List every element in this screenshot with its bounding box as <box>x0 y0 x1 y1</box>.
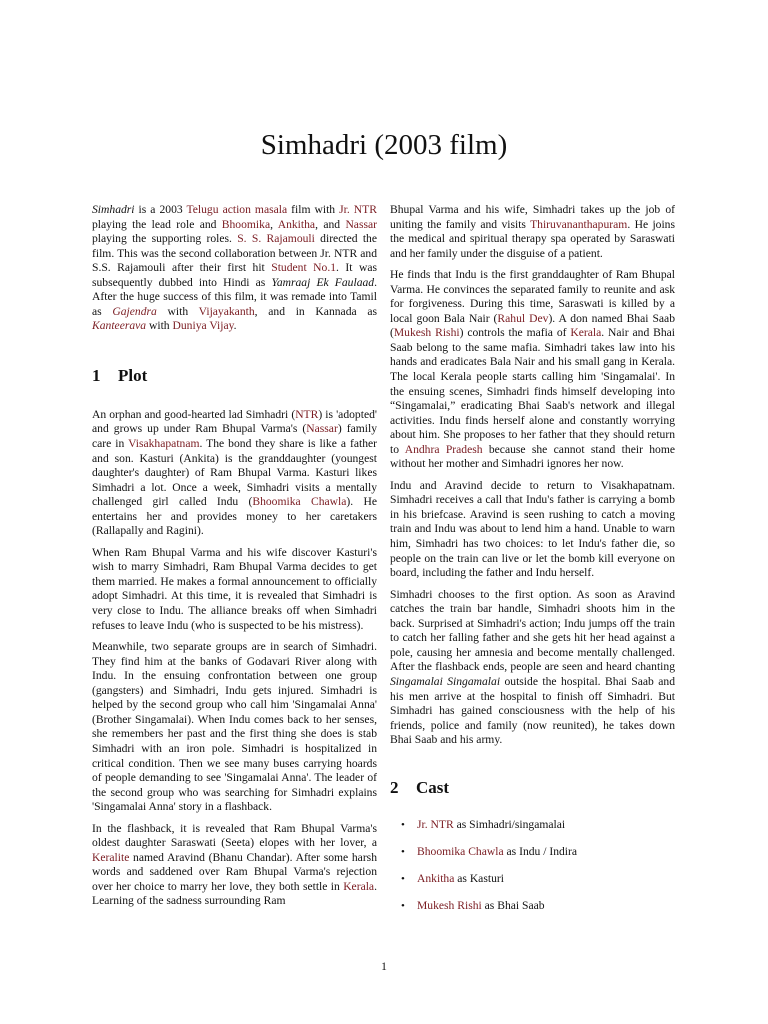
cast-role: as Indu / Indira <box>503 844 578 858</box>
text-run: Simhadri chooses to the first option. As soon as Aravind catches the train bar handle, Simhadri shoots him in the back. Surprised at Simhadri's action; Indu jumps off the train to catch her falling father and she gets hit her head against a pole, causing her amnesia and become mentally challenged. After the flashback ends, people are seen and heard chanting <box>390 587 675 674</box>
text-run: . He joins the medical and spiritual therapy spa operated by Saraswati and her family under the disguise of a patient. <box>390 217 675 260</box>
wiki-link[interactable]: Andhra Pradesh <box>404 442 483 456</box>
italic-text: Singamalai Singamalai <box>390 674 501 688</box>
cast-role: as Simhadri/singamalai <box>453 817 566 831</box>
page-number: 1 <box>381 961 387 973</box>
text-run: with <box>146 319 173 333</box>
cast-actor-link[interactable]: Mukesh Rishi <box>417 898 482 912</box>
cast-actor-link[interactable]: Bhoomika Chawla <box>417 844 504 858</box>
text-run: playing the supporting roles. <box>92 232 238 246</box>
wiki-link[interactable]: NTR <box>295 407 319 421</box>
text-run: . After the huge success of this film, it was remade into Tamil as <box>92 275 377 318</box>
intro-paragraph <box>92 203 377 334</box>
right-column <box>390 203 675 926</box>
wiki-link[interactable]: Bhoomika <box>221 217 271 231</box>
text-run: He finds that Indu is the first granddaughter of Ram Bhupal Varma. He convinces the separated family to reunite and ask for forgiveness. During this time, Saraswati is killed by a local goon Bala Nair ( <box>390 268 675 325</box>
text-run: outside the hospital. Bhai Saab and his men arrive at the hospital to finish off Simhadri. But Simhadri has gained consciousness with the help of his friends, police and family (now reunited), he takes down Bhai Saab and his army. <box>390 674 675 747</box>
italic-text: Simhadri <box>92 203 135 216</box>
text-run: An orphan and good-hearted lad Simhadri ( <box>92 407 296 421</box>
text-run: ) controls the mafia of <box>459 326 571 340</box>
wiki-link[interactable]: Bhoomika Chawla <box>252 495 347 509</box>
text-run: playing the lead role and <box>92 217 222 231</box>
text-run: ). He entertains her and provides money to her caretakers (Rallapally and Ragini). <box>92 495 377 538</box>
plot-paragraph <box>92 640 377 815</box>
text-run: directed the film. This was the second collaboration between Jr. NTR and S.S. Rajamouli after their first hit <box>92 232 377 275</box>
text-run: ). A don named Bhai Saab ( <box>390 311 675 340</box>
wiki-link[interactable]: Kerala <box>570 326 602 340</box>
wiki-link[interactable]: Kanteerava <box>92 319 147 333</box>
section-title: Cast <box>416 777 450 797</box>
plot-paragraph <box>92 822 377 909</box>
text-run: is a 2003 <box>134 203 187 216</box>
cast-list-item <box>390 845 675 860</box>
text-run: , and <box>315 217 346 231</box>
wiki-link[interactable]: Vijayakanth <box>198 304 255 318</box>
text-run: , <box>270 217 278 231</box>
text-run: . Nair and Bhai Saab belong to the same mafia. Simhadri takes law into his hands and eradicates Bala Nair and his small gang in Kerala. The local Kerala people starts calling him 'Singamalai'. In the ensuing scenes, Simhadri finds himself developing into “Singamalai,” eradicating Bhai Saab's network and illegal activities. Indu finds herself alone and constantly worrying about him. She proposes to her father that they should return to <box>390 326 675 456</box>
text-run: Indu and Aravind decide to return to Visakhapatnam. Simhadri receives a call that Indu's father is carrying a bomb in his briefcase. Aravind is seen rushing to catch a moving train and Indu was about to lend him a hand. Unable to warn him, Simhadri has two choices: to let Indu's father die, so people on the train can live or let the bomb kill everyone on board, including the father and Indu herself. <box>390 478 675 580</box>
section-heading-plot <box>92 366 377 386</box>
cast-list <box>390 818 675 914</box>
cast-role: as Kasturi <box>454 871 504 885</box>
section-title: Plot <box>118 365 148 385</box>
section-number: 2 <box>390 777 399 797</box>
wiki-link[interactable]: Gajendra <box>112 304 157 318</box>
text-run: Meanwhile, two separate groups are in search of Simhadri. They find him at the banks of Godavari River along with Indu. In the ensuing confrontation between one group (gangsters) and Simhadri, Indu gets injured. Simhadri is helped by the second group who call him 'Singamalai Anna' (Brother Singamalai). When Indu comes back to her senses, she remembers her past and the first thing she does is stab Simhadri with an iron pole. Simhadri is hospitalized in critical condition. Then we see many buses carrying hoards of people demanding to see 'Singamalai Anna'. The leader of the second group who was searching for Simhadri explains 'Singamalai Anna' story in a flashback. <box>92 640 377 814</box>
cast-list-item <box>390 872 675 887</box>
text-run: film with <box>287 203 340 216</box>
text-run: . The bond they share is like a father and son. Kasturi (Ankita) is the granddaughter (youngest daughter's daughter) of Ram Bhupal Varma. Kasturi likes Simhadri a lot. Once a week, Simhadri visits a mentally challenged girl called Indu ( <box>92 437 377 509</box>
text-run: , and in Kannada as <box>254 304 378 318</box>
plot-paragraph <box>92 546 377 633</box>
cast-actor-link[interactable]: Ankitha <box>417 871 455 885</box>
cast-list-item <box>390 899 675 914</box>
plot-paragraph <box>92 408 377 539</box>
wiki-link[interactable]: Nassar <box>306 422 338 436</box>
wiki-link[interactable]: Thiruvananthapuram <box>530 217 628 231</box>
text-run: named Aravind (Bhanu Chandar). After some harsh words and saddened over Ram Bhupal Varma's rejection over her choice to marry her love, they both settle in <box>92 850 377 893</box>
plot-paragraph <box>390 268 675 472</box>
bullet-icon: • <box>401 899 405 912</box>
bullet-icon: • <box>401 818 405 831</box>
section-number: 1 <box>92 365 101 385</box>
cast-role: as Bhai Saab <box>481 898 545 912</box>
text-run: . <box>233 319 237 333</box>
page-title: Simhadri (2003 film) <box>260 129 508 162</box>
plot-paragraph <box>390 203 675 261</box>
bullet-icon: • <box>401 872 405 885</box>
italic-text: Yamraaj Ek Faulaad <box>271 275 375 289</box>
wiki-link[interactable]: action masala <box>222 203 288 216</box>
text-run: In the flashback, it is revealed that Ram Bhupal Varma's oldest daughter Saraswati (Seeta) elopes with her lover, a <box>92 821 377 850</box>
wiki-link[interactable]: Jr. NTR <box>339 203 377 216</box>
wiki-link[interactable]: Telugu <box>186 203 219 216</box>
text-run: with <box>156 304 199 318</box>
cast-list-item <box>390 818 675 833</box>
wiki-link[interactable]: Visakhapatnam <box>128 437 200 451</box>
wiki-link[interactable]: Keralite <box>92 850 130 864</box>
text-run: . It was subsequently dubbed into Hindi as <box>92 261 377 289</box>
text-run: ) family care in <box>92 422 377 451</box>
section-heading-cast <box>390 778 675 798</box>
wiki-link[interactable]: Nassar <box>345 217 377 231</box>
text-run: When Ram Bhupal Varma and his wife discover Kasturi's wish to marry Simhadri, Ram Bhupal Varma decides to get them married. He makes a formal announcement to officially adopt Simhadri. At this time, it is revealed that Simhadri is very close to Indu. The alliance breaks off when Simhadri refuses to leave Indu (who is suspected to be his mistress). <box>92 545 377 632</box>
plot-paragraph <box>390 588 675 748</box>
plot-paragraph <box>390 479 675 581</box>
left-column <box>92 203 377 916</box>
text-run: because she cannot stand their home without her mother and Simhadri ignores her now. <box>390 442 676 471</box>
text-run: . Learning of the sadness surrounding Ram <box>92 879 377 908</box>
wiki-link[interactable]: Kerala <box>343 879 375 893</box>
wiki-link[interactable]: Student No.1 <box>271 261 337 275</box>
wiki-link[interactable]: S. S. Rajamouli <box>237 232 315 246</box>
wiki-link[interactable]: Mukesh Rishi <box>393 326 460 340</box>
wiki-link[interactable]: Ankitha <box>277 217 316 231</box>
cast-actor-link[interactable]: Jr. NTR <box>417 817 454 831</box>
wiki-link[interactable]: Rahul Dev <box>497 311 549 325</box>
bullet-icon: • <box>401 845 405 858</box>
text-run: ) is 'adopted' and grows up under Ram Bhupal Varma's ( <box>92 407 377 436</box>
text-run: Bhupal Varma and his wife, Simhadri takes up the job of uniting the family and visits <box>390 203 675 231</box>
wiki-link[interactable]: Duniya Vijay <box>172 319 234 333</box>
